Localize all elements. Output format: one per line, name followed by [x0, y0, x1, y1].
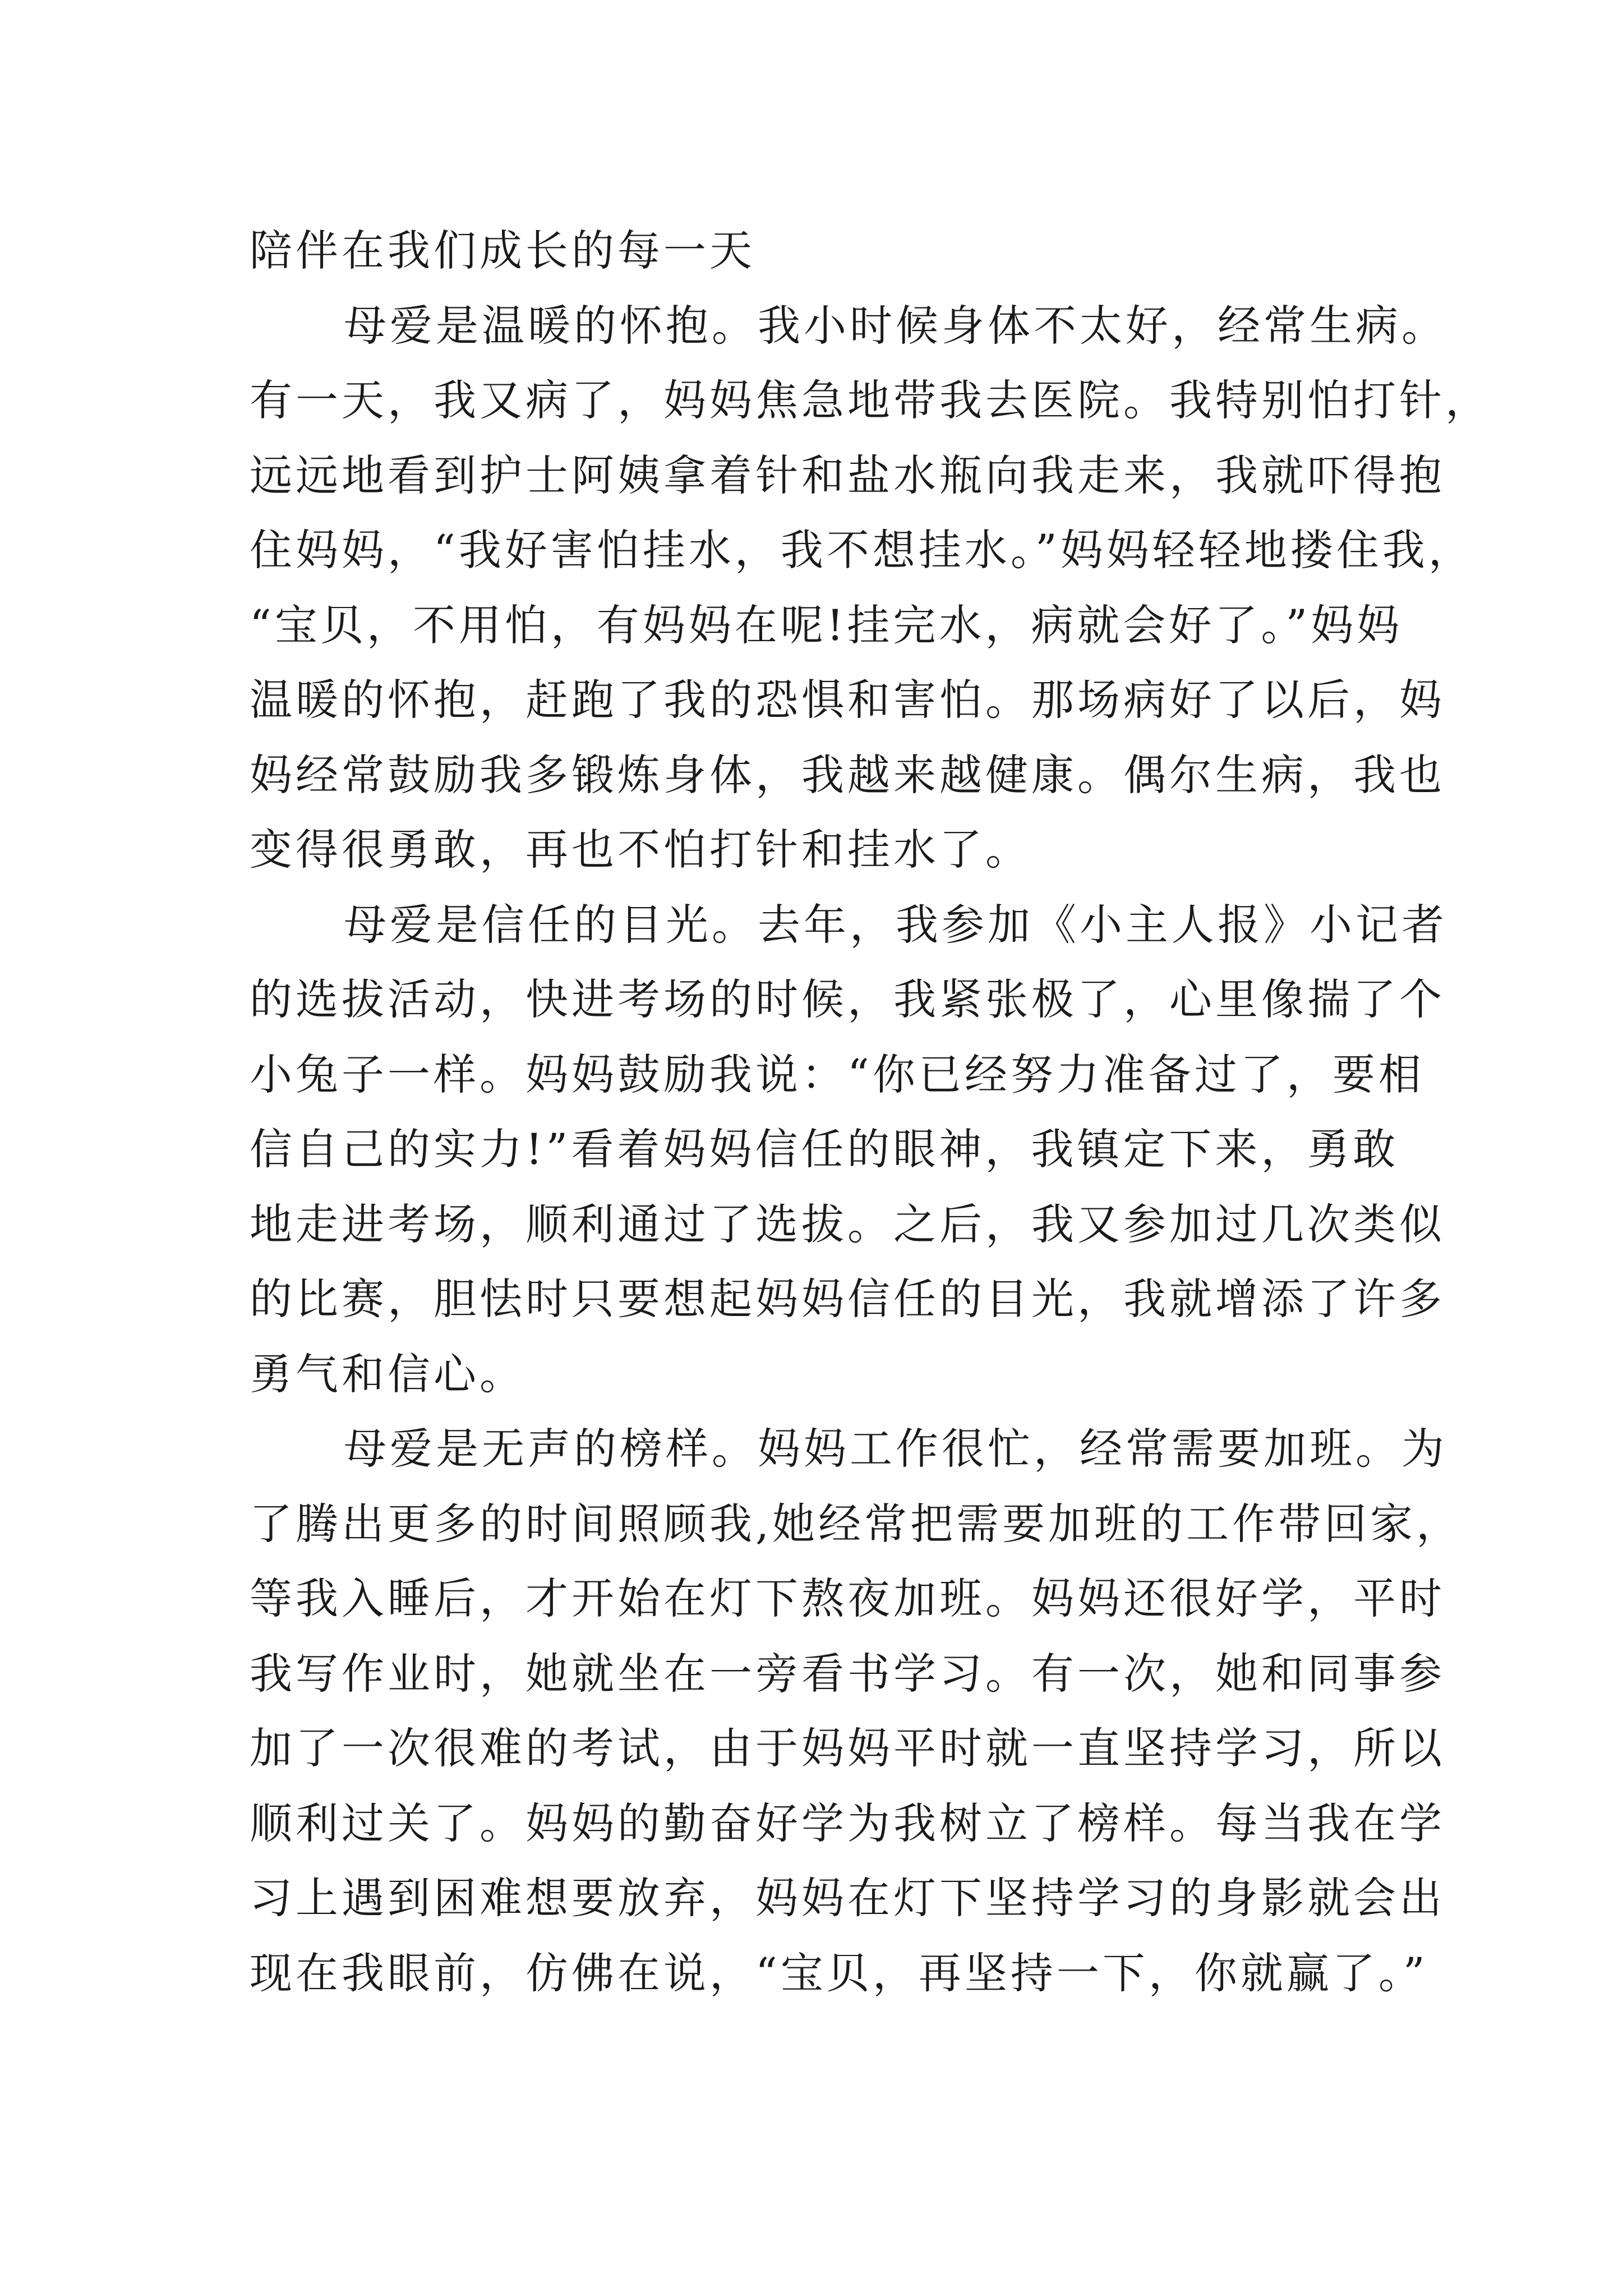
- text-line: 地走进考场，顺利通过了选拔。之后，我又参加过几次类似: [250, 1199, 1445, 1249]
- text-line: 的比赛，胆怯时只要想起妈妈信任的目光，我就增添了许多: [250, 1274, 1445, 1324]
- text-line: 变得很勇敢，再也不怕打针和挂水了。: [250, 825, 1031, 875]
- text-line: 等我入睡后，才开始在灯下熬夜加班。妈妈还很好学，平时: [250, 1573, 1445, 1623]
- text-line: 陪伴在我们成长的每一天: [250, 226, 755, 275]
- text-line: 加了一次很难的考试，由于妈妈平时就一直坚持学习，所以: [250, 1723, 1445, 1773]
- text-line: 顺利过关了。妈妈的勤奋好学为我树立了榜样。每当我在学: [250, 1798, 1445, 1848]
- text-line: 勇气和信心。: [250, 1349, 525, 1399]
- text-line: 小兔子一样。妈妈鼓励我说：“你已经努力准备过了，要相: [250, 1049, 1424, 1099]
- text-line: 我写作业时，她就坐在一旁看书学习。有一次，她和同事参: [250, 1648, 1445, 1699]
- text-line: 信自己的实力!”看着妈妈信任的眼神，我镇定下来，勇敢: [250, 1124, 1399, 1174]
- text-line: 的选拔活动，快进考场的时候，我紧张极了，心里像揣了个: [250, 974, 1445, 1024]
- text-line: 了腾出更多的时间照顾我,她经常把需要加班的工作带回家，: [250, 1498, 1463, 1549]
- essay-body: [250, 213, 1491, 2010]
- paragraph-start-line: 母爱是信任的目光。去年，我参加《小主人报》小记者: [344, 899, 1447, 950]
- text-line: “宝贝，不用怕，有妈妈在呢!挂完水，病就会好了。”妈妈: [250, 600, 1403, 650]
- text-line: 有一天，我又病了，妈妈焦急地带我去医院。我特别怕打针，: [250, 375, 1491, 425]
- text-line: 妈经常鼓励我多锻炼身体，我越来越健康。偶尔生病，我也: [250, 749, 1445, 800]
- text-line: 远远地看到护士阿姨拿着针和盐水瓶向我走来，我就吓得抱: [250, 450, 1445, 500]
- text-line: 温暖的怀抱，赶跑了我的恐惧和害怕。那场病好了以后，妈: [250, 675, 1445, 725]
- text-line: 住妈妈，“我好害怕挂水，我不想挂水。”妈妈轻轻地搂住我，: [250, 525, 1474, 575]
- paragraph-start-line: 母爱是无声的榜样。妈妈工作很忙，经常需要加班。为: [344, 1424, 1447, 1474]
- text-line: 现在我眼前，仿佛在说，“宝贝，再坚持一下，你就赢了。”: [250, 1948, 1428, 1998]
- text-line: 习上遇到困难想要放弃，妈妈在灯下坚持学习的身影就会出: [250, 1873, 1445, 1923]
- paragraph-start-line: 母爱是温暖的怀抱。我小时候身体不太好，经常生病。: [344, 300, 1447, 351]
